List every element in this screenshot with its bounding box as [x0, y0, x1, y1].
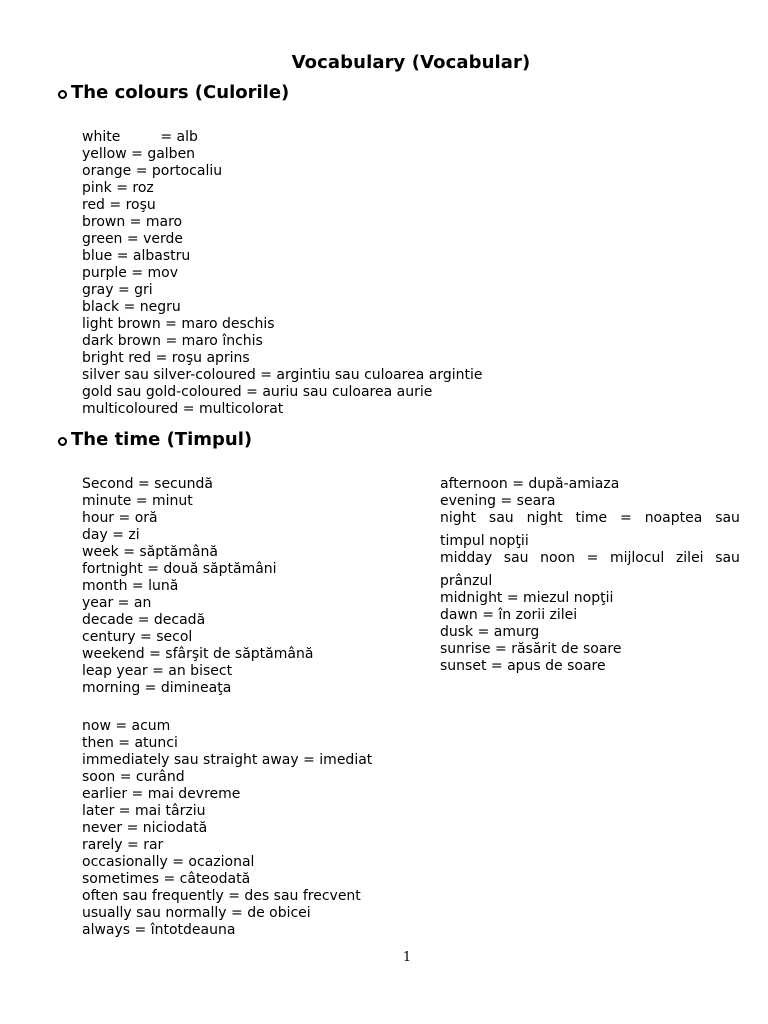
list-item: never = niciodată: [82, 820, 208, 836]
word: night: [526, 510, 563, 526]
page-number: 1: [402, 950, 412, 965]
word: mijlocul: [609, 550, 665, 566]
word: time: [575, 510, 608, 526]
list-item: then = atunci: [82, 735, 178, 751]
list-item: immediately sau straight away = imediat: [82, 752, 373, 768]
list-item: afternoon = după-amiaza: [440, 476, 620, 492]
word: zilei: [675, 550, 704, 566]
list-item: dusk = amurg: [440, 624, 540, 640]
word: noaptea: [644, 510, 703, 526]
word: =: [620, 510, 632, 526]
list-item: Second = secundă: [82, 476, 213, 492]
list-item: sunset = apus de soare: [440, 658, 606, 674]
word: sau: [715, 550, 740, 566]
list-item: white = alb: [82, 129, 198, 145]
section-heading-time-text: The time (Timpul): [71, 429, 253, 450]
list-item: century = secol: [82, 629, 193, 645]
list-item: day = zi: [82, 527, 140, 543]
list-item: soon = curând: [82, 769, 185, 785]
list-item: rarely = rar: [82, 837, 164, 853]
word: sau: [715, 510, 740, 526]
list-item: occasionally = ocazional: [82, 854, 255, 870]
page-title: Vocabulary (Vocabular): [291, 52, 531, 73]
list-item: earlier = mai devreme: [82, 786, 241, 802]
list-item-midday-continued: prânzul: [440, 573, 493, 589]
list-item: morning = dimineaţa: [82, 680, 232, 696]
list-item: dawn = în zorii zilei: [440, 607, 578, 623]
list-item: hour = oră: [82, 510, 158, 526]
word: sau: [488, 510, 514, 526]
list-item: silver sau silver-coloured = argintiu sau culoarea argintie: [82, 367, 483, 383]
list-item: yellow = galben: [82, 146, 196, 162]
list-item: red = roşu: [82, 197, 156, 213]
list-item: fortnight = două săptămâni: [82, 561, 277, 577]
list-item: now = acum: [82, 718, 171, 734]
list-item: sometimes = câteodată: [82, 871, 251, 887]
list-item: black = negru: [82, 299, 181, 315]
list-item: often sau frequently = des sau frecvent: [82, 888, 361, 904]
section-heading-colours-text: The colours (Culorile): [71, 82, 290, 103]
word: =: [586, 550, 599, 566]
list-item: light brown = maro deschis: [82, 316, 275, 332]
list-item: bright red = roşu aprins: [82, 350, 250, 366]
list-item: pink = roz: [82, 180, 154, 196]
list-item: later = mai târziu: [82, 803, 206, 819]
list-item: leap year = an bisect: [82, 663, 233, 679]
colours-list: [82, 129, 483, 418]
list-item: midnight = miezul nopţii: [440, 590, 614, 606]
list-item: decade = decadă: [82, 612, 206, 628]
list-item: week = săptămână: [82, 544, 218, 560]
time-adverbs-list: [82, 718, 372, 939]
list-item: month = lună: [82, 578, 179, 594]
list-item: minute = minut: [82, 493, 193, 509]
list-item: orange = portocaliu: [82, 163, 223, 179]
list-item: evening = seara: [440, 493, 556, 509]
word: sau: [503, 550, 529, 566]
word: night: [440, 510, 477, 526]
list-item: blue = albastru: [82, 248, 191, 264]
list-item-night: [440, 510, 740, 527]
word: midday: [440, 550, 493, 566]
section-heading-colours: [58, 82, 289, 103]
bullet-circle-icon: [58, 90, 67, 99]
list-item-night-continued: timpul nopţii: [440, 533, 529, 549]
list-item: weekend = sfârşit de săptămână: [82, 646, 314, 662]
section-heading-time: [58, 429, 252, 450]
bullet-circle-icon: [58, 437, 67, 446]
list-item: brown = maro: [82, 214, 183, 230]
list-item: dark brown = maro închis: [82, 333, 263, 349]
list-item: purple = mov: [82, 265, 179, 281]
list-item: always = întotdeauna: [82, 922, 236, 938]
list-item: multicoloured = multicolorat: [82, 401, 284, 417]
list-item: usually sau normally = de obicei: [82, 905, 311, 921]
time-list-right: [440, 476, 740, 675]
list-item: gray = gri: [82, 282, 153, 298]
list-item: sunrise = răsărit de soare: [440, 641, 622, 657]
list-item: green = verde: [82, 231, 183, 247]
list-item: gold sau gold-coloured = auriu sau culoarea aurie: [82, 384, 433, 400]
word: noon: [540, 550, 576, 566]
list-item: year = an: [82, 595, 152, 611]
list-item-midday: [440, 550, 740, 567]
time-list-left: [82, 476, 313, 697]
